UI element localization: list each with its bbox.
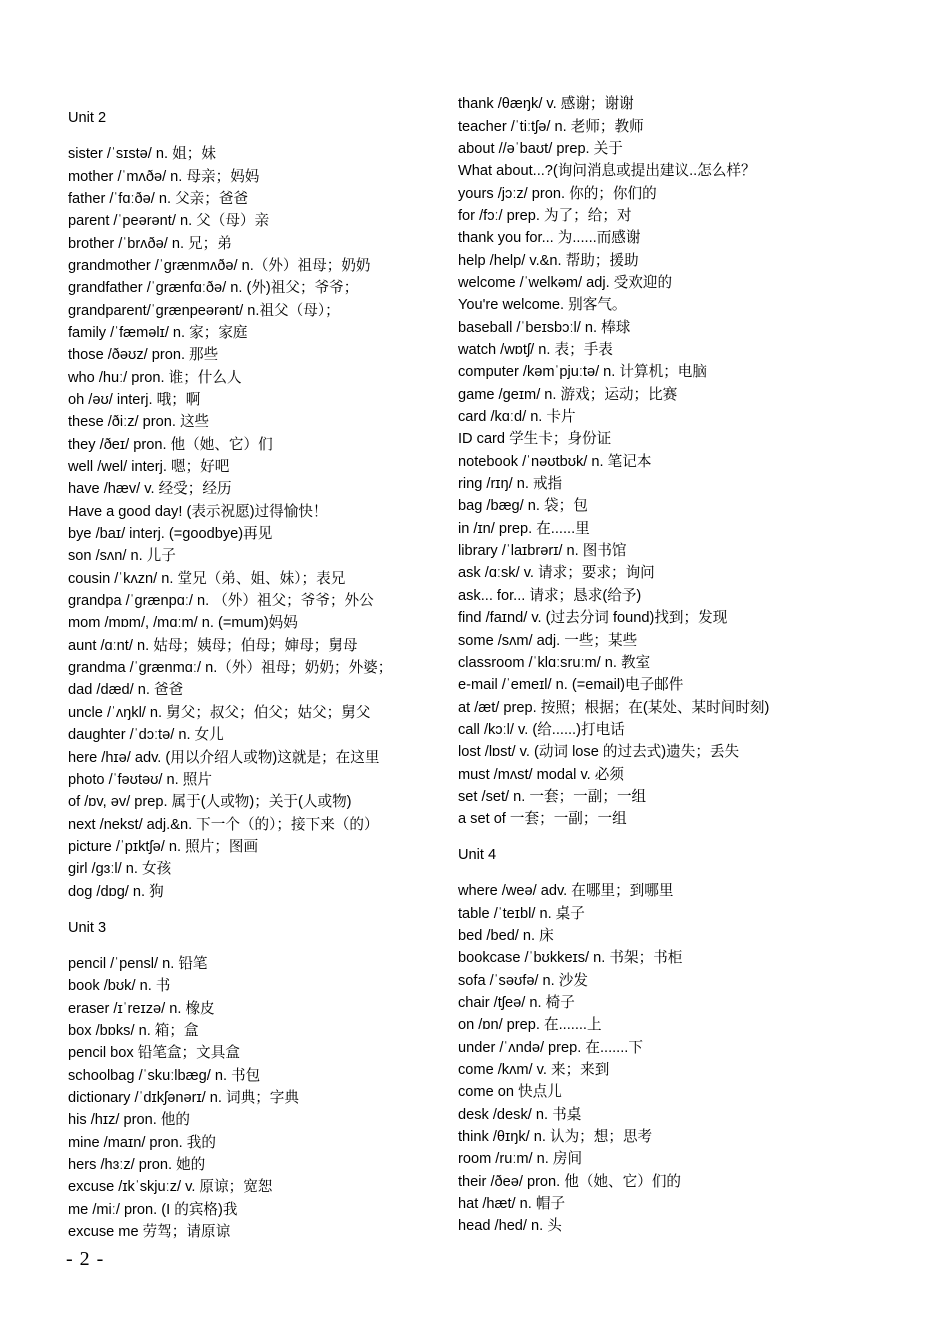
- vocab-entry: pencil /ˈpensl/ n. 铅笔: [68, 956, 208, 972]
- vocab-entry: classroom /ˈklɑːsruːm/ n. 教室: [458, 655, 651, 671]
- vocab-entry: card /kɑːd/ n. 卡片: [458, 409, 576, 425]
- vocab-entry: a set of 一套；一副；一组: [458, 811, 627, 827]
- vocab-entry: ask /ɑːsk/ v. 请求；要求；询问: [458, 565, 655, 581]
- vocab-entry: on /ɒn/ prep. 在.......上: [458, 1017, 602, 1033]
- vocab-entry: thank you for... 为......而感谢: [458, 230, 641, 246]
- vocab-entry: where /weə/ adv. 在哪里；到哪里: [458, 883, 674, 899]
- vocab-entry: cousin /ˈkʌzn/ n. 堂兄（弟、姐、妹）；表兄: [68, 571, 346, 587]
- vocab-entry: photo /ˈfəʊtəʊ/ n. 照片: [68, 772, 212, 788]
- vocab-entry: eraser /ɪˈreɪzə/ n. 橡皮: [68, 1001, 215, 1017]
- vocab-entry: come /kʌm/ v. 来；来到: [458, 1062, 610, 1078]
- vocab-entry: excuse me 劳驾；请原谅: [68, 1224, 231, 1240]
- page-number: - 2 -: [66, 1248, 105, 1270]
- vocab-entry: game /geɪm/ n. 游戏；运动；比赛: [458, 387, 678, 403]
- vocab-entry: grandparent/ˈgrænpeərənt/ n.祖父（母）；: [68, 303, 340, 319]
- vocab-entry: find /faɪnd/ v. (过去分词 found)找到；发现: [458, 610, 728, 626]
- unit-heading: Unit 3: [68, 920, 107, 936]
- vocab-entry: under /ˈʌndə/ prep. 在.......下: [458, 1040, 643, 1056]
- vocab-entry: of /ɒv, əv/ prep. 属于(人或物)；关于(人或物): [68, 794, 352, 810]
- vocab-entry: hat /hæt/ n. 帽子: [458, 1196, 566, 1212]
- vocab-entry: pencil box 铅笔盒；文具盒: [68, 1045, 240, 1061]
- vocab-entry: ask... for... 请求；恳求(给予): [458, 588, 642, 604]
- vocab-entry: book /bʊk/ n. 书: [68, 978, 171, 994]
- vocab-entry: yours /jɔːz/ pron. 你的；你们的: [458, 186, 657, 202]
- unit-heading: Unit 2: [68, 110, 107, 126]
- vocab-entry: me /miː/ pron. (I 的宾格)我: [68, 1202, 238, 1218]
- vocab-entry: son /sʌn/ n. 儿子: [68, 548, 176, 564]
- vocab-entry: dad /dæd/ n. 爸爸: [68, 682, 184, 698]
- vocab-entry: e-mail /ˈemeɪl/ n. (=email)电子邮件: [458, 677, 684, 693]
- vocab-entry: brother /ˈbrʌðə/ n. 兄；弟: [68, 236, 232, 252]
- vocab-entry: desk /desk/ n. 书桌: [458, 1107, 582, 1123]
- vocab-entry: must /mʌst/ modal v. 必须: [458, 767, 624, 783]
- vocab-entry: box /bɒks/ n. 箱；盒: [68, 1023, 199, 1039]
- vocab-entry: grandmother /ˈgrænmʌðə/ n.（外）祖母；奶奶: [68, 258, 371, 274]
- vocab-entry: grandfather /ˈgrænfɑːðə/ n. (外)祖父；爷爷；: [68, 280, 359, 296]
- vocab-entry: dictionary /ˈdɪkʃənərɪ/ n. 词典；字典: [68, 1090, 299, 1106]
- vocab-entry: chair /tʃeə/ n. 椅子: [458, 995, 575, 1011]
- vocab-entry: well /wel/ interj. 嗯；好吧: [68, 459, 230, 475]
- vocab-entry: lost /lɒst/ v. (动词 lose 的过去式)遗失；丢失: [458, 744, 740, 760]
- vocab-entry: uncle /ˈʌŋkl/ n. 舅父；叔父；伯父；姑父；舅父: [68, 705, 371, 721]
- vocab-entry: in /ɪn/ prep. 在......里: [458, 521, 590, 537]
- vocab-entry: What about...?(询问消息或提出建议..怎么样？: [458, 163, 756, 179]
- vocab-entry: think /θɪŋk/ n. 认为；想；思考: [458, 1129, 653, 1145]
- vocab-entry: next /nekst/ adj.&n. 下一个（的）；接下来（的）: [68, 817, 379, 833]
- vocab-entry: who /huː/ pron. 谁；什么人: [68, 370, 242, 386]
- vocab-entry: parent /ˈpeərənt/ n. 父（母）亲: [68, 213, 270, 229]
- vocab-entry: ID card 学生卡；身份证: [458, 431, 612, 447]
- vocab-entry: hers /hɜːz/ pron. 她的: [68, 1157, 206, 1173]
- vocab-entry: You're welcome. 别客气。: [458, 297, 627, 313]
- vocab-entry: these /ðiːz/ pron. 这些: [68, 414, 210, 430]
- vocab-entry: welcome /ˈwelkəm/ adj. 受欢迎的: [458, 275, 673, 291]
- vocab-entry: bag /bæg/ n. 袋；包: [458, 498, 588, 514]
- vocab-entry: father /ˈfɑːðə/ n. 父亲；爸爸: [68, 191, 249, 207]
- vocab-entry: mom /mɒm/, /mɑːm/ n. (=mum)妈妈: [68, 615, 298, 631]
- vocab-entry: baseball /ˈbeɪsbɔːl/ n. 棒球: [458, 320, 631, 336]
- vocab-entry: family /ˈfæməlɪ/ n. 家；家庭: [68, 325, 248, 341]
- vocab-entry: his /hɪz/ pron. 他的: [68, 1112, 190, 1128]
- vocab-entry: grandma /ˈgrænmɑː/ n.（外）祖母；奶奶；外婆；: [68, 660, 393, 676]
- vocab-entry: bed /bed/ n. 床: [458, 928, 554, 944]
- vocab-entry: grandpa /ˈgrænpɑː/ n. （外）祖父；爷爷；外公: [68, 593, 374, 609]
- vocab-entry: teacher /ˈtiːtʃə/ n. 老师；教师: [458, 119, 644, 135]
- vocab-entry: help /help/ v.&n. 帮助；援助: [458, 253, 639, 269]
- vocab-entry: sofa /ˈsəʊfə/ n. 沙发: [458, 973, 588, 989]
- vocab-entry: daughter /ˈdɔːtə/ n. 女儿: [68, 727, 224, 743]
- vocab-entry: bookcase /ˈbʊkkeɪs/ n. 书架；书柜: [458, 950, 683, 966]
- vocab-entry: table /ˈteɪbl/ n. 桌子: [458, 906, 585, 922]
- vocab-entry: picture /ˈpɪktʃə/ n. 照片；图画: [68, 839, 259, 855]
- vocab-entry: their /ðeə/ pron. 他（她、它）们的: [458, 1174, 682, 1190]
- vocab-entry: thank /θæŋk/ v. 感谢；谢谢: [458, 96, 634, 112]
- vocab-entry: watch /wɒtʃ/ n. 表；手表: [458, 342, 613, 358]
- vocab-entry: sister /ˈsɪstə/ n. 姐；妹: [68, 146, 216, 162]
- vocab-entry: Have a good day! (表示祝愿)过得愉快！: [68, 504, 328, 520]
- vocab-entry: here /hɪə/ adv. (用以介绍人或物)这就是；在这里: [68, 750, 380, 766]
- vocab-entry: ring /rɪŋ/ n. 戒指: [458, 476, 563, 492]
- vocab-entry: room /ruːm/ n. 房间: [458, 1151, 583, 1167]
- vocab-entry: at /æt/ prep. 按照；根据；在(某处、某时间时刻): [458, 700, 770, 716]
- vocab-entry: library /ˈlaɪbrərɪ/ n. 图书馆: [458, 543, 627, 559]
- vocab-entry: oh /əʊ/ interj. 哦；啊: [68, 392, 201, 408]
- vocab-entry: set /set/ n. 一套；一副；一组: [458, 789, 647, 805]
- vocab-entry: call /kɔːl/ v. (给......)打电话: [458, 722, 625, 738]
- vocab-entry: for /fɔː/ prep. 为了；给；对: [458, 208, 632, 224]
- vocab-entry: girl /gɜːl/ n. 女孩: [68, 861, 172, 877]
- vocab-entry: dog /dɒg/ n. 狗: [68, 884, 164, 900]
- vocab-entry: bye /baɪ/ interj. (=goodbye)再见: [68, 526, 273, 542]
- vocab-entry: come on 快点儿: [458, 1084, 562, 1100]
- unit-heading: Unit 4: [458, 847, 497, 863]
- vocab-entry: mine /maɪn/ pron. 我的: [68, 1135, 216, 1151]
- vocab-entry: schoolbag /ˈskuːlbæg/ n. 书包: [68, 1068, 261, 1084]
- vocab-entry: computer /kəmˈpjuːtə/ n. 计算机；电脑: [458, 364, 707, 380]
- vocab-entry: they /ðeɪ/ pron. 他（她、它）们: [68, 437, 273, 453]
- vocab-entry: those /ðəʊz/ pron. 那些: [68, 347, 219, 363]
- vocab-entry: aunt /ɑːnt/ n. 姑母；姨母；伯母；婶母；舅母: [68, 638, 358, 654]
- vocab-entry: have /hæv/ v. 经受；经历: [68, 481, 232, 497]
- vocab-entry: head /hed/ n. 头: [458, 1218, 562, 1234]
- vocab-entry: about //əˈbaʊt/ prep. 关于: [458, 141, 623, 157]
- vocab-entry: some /sʌm/ adj. 一些；某些: [458, 633, 638, 649]
- vocab-entry: mother /ˈmʌðə/ n. 母亲；妈妈: [68, 169, 260, 185]
- vocab-entry: notebook /ˈnəʊtbʊk/ n. 笔记本: [458, 454, 652, 470]
- vocab-entry: excuse /ɪkˈskjuːz/ v. 原谅；宽恕: [68, 1179, 273, 1195]
